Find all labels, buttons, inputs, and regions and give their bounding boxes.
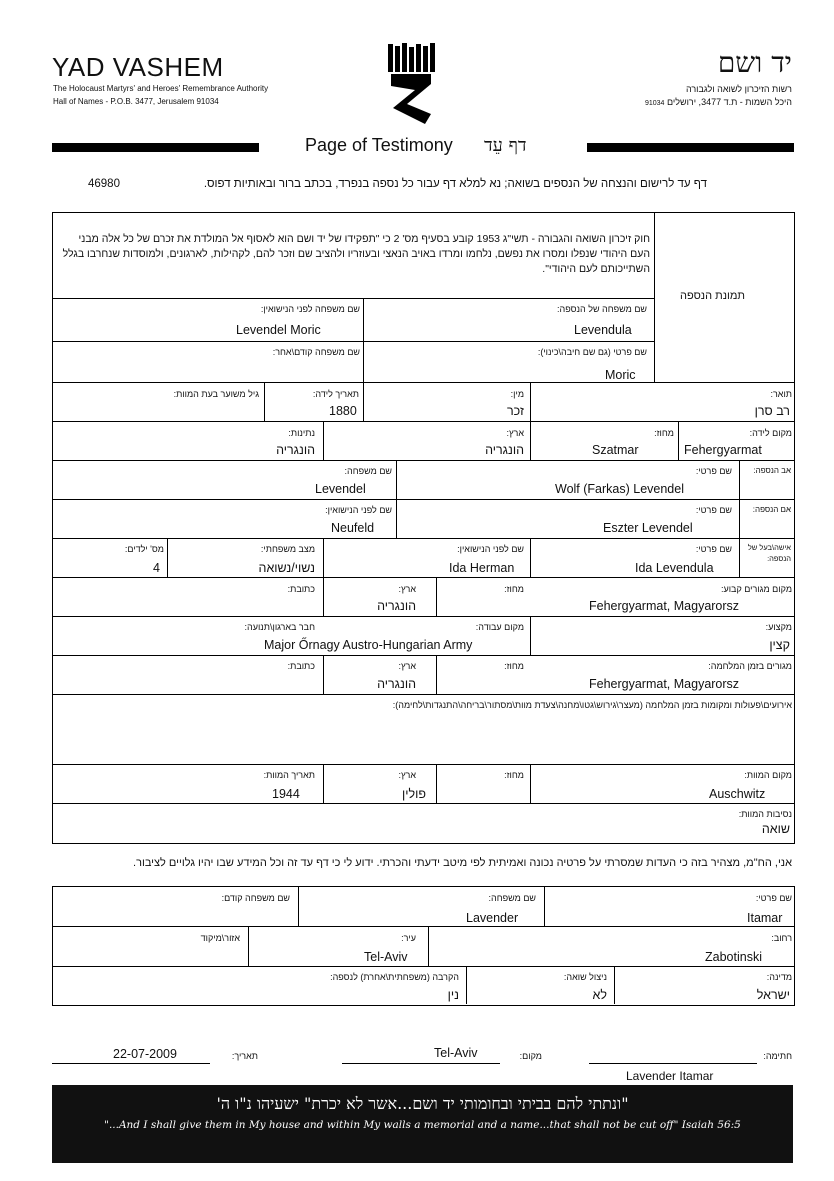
yad-vashem-logo	[385, 42, 437, 127]
org-zip-he: 91034	[644, 100, 665, 107]
victim-war-residence: Fehergyarmat, Magyarorsz	[589, 677, 740, 691]
label-subm-prev: שם משפחה קודם:	[221, 893, 290, 903]
victim-death-circ: שואה	[761, 822, 790, 836]
victim-residence: Fehergyarmat, Magyarorsz	[589, 599, 740, 613]
label-title: תואר:	[770, 389, 792, 399]
victim-gender: זכר	[506, 404, 524, 418]
declaration: אני, הח"מ, מצהיר בזה כי העדות שמסרתי על פרטיה נכונה ואמיתית לפי מיטב ידעתי והכרתי. ידוע לי כי דף עד זה וכל המידע שבו יהיו גלויים לציבור.	[133, 857, 792, 869]
org-subtitle-en: The Holocaust Martyrs' and Heroes' Remembrance Authority	[53, 84, 269, 93]
victim-profession: קצין	[769, 638, 790, 652]
victim-death-place: Auschwitz	[709, 787, 766, 801]
victim-birth-place: Fehergyarmat	[684, 443, 762, 457]
place-line	[342, 1063, 500, 1064]
label-events: אירועים\פעולות ומקומות בזמן המלחמה (מעצר\גירוש\גטו\מחנה\צעדת מוות\מסתור\בריחה\התנגדות\לחימה):	[392, 700, 792, 710]
form-number: 46980	[88, 178, 120, 190]
org-subtitle-he: רשות הזיכרון לשואה ולגבורה	[685, 84, 792, 94]
victim-maiden-name: Levendel Moric	[236, 323, 321, 337]
label-war-district: מחוז:	[504, 661, 524, 671]
label-death-district: מחוז:	[504, 770, 524, 780]
submitter-relation: נין	[447, 988, 459, 1002]
label-residence-country: ארץ:	[398, 584, 416, 594]
label-survivor: ניצול שואה:	[563, 972, 607, 982]
submission-date: 22-07-2009	[113, 1047, 177, 1061]
submitter-survivor: לא	[592, 988, 607, 1002]
label-death-country: ארץ:	[398, 770, 416, 780]
victim-death-date: 1944	[272, 787, 300, 801]
label-prev-family: שם משפחה קודם\אחר:	[272, 347, 360, 357]
victim-photo-label: תמונת הנספה	[680, 290, 745, 302]
footer-quote-he: "ונתתי להם בביתי ובחומותי יד ושם...אשר לא יכרת" ישעיהו נ"ו ה'	[216, 1094, 629, 1113]
title-bar-left	[52, 143, 259, 152]
victim-title: רב סרן	[754, 404, 790, 418]
victim-birth-country: הונגריה	[485, 443, 524, 457]
title-bar-right	[587, 143, 794, 152]
label-street: רחוב:	[771, 933, 792, 943]
signature-line	[589, 1063, 757, 1064]
label-death-date: תאריך המוות:	[263, 770, 315, 780]
label-war-address: כתובת:	[287, 661, 315, 671]
victim-nationality: הונגריה	[276, 443, 315, 457]
label-subm-family: שם משפחה:	[488, 893, 536, 903]
label-workplace: מקום עבודה:	[475, 622, 524, 632]
label-place: מקום:	[519, 1051, 542, 1061]
spouse-maiden-name: Ida Herman	[449, 561, 515, 575]
victim-first-name: Moric	[605, 368, 636, 382]
submitter-family-name: Lavender	[466, 911, 519, 925]
label-birth-date: תאריך לידה:	[312, 389, 359, 399]
org-address-he	[645, 97, 792, 107]
label-father-family: שם משפחה:	[344, 466, 392, 476]
date-line	[52, 1063, 210, 1064]
label-marital: מצב משפחתי:	[260, 544, 315, 554]
footer-banner	[52, 1085, 793, 1163]
submitter-state: ישראל	[756, 988, 790, 1002]
label-city: עיר:	[401, 933, 416, 943]
submitter-city: Tel-Aviv	[364, 950, 408, 964]
victim-org-member: Major Őrnagy Austro-Hungarian Army	[264, 638, 473, 652]
spouse-first-name: Ida Levendula	[635, 561, 714, 575]
victim-birth-district: Szatmar	[592, 443, 639, 457]
label-residence-district: מחוז:	[504, 584, 524, 594]
label-residence: מקום מגורים קבוע:	[720, 584, 792, 594]
label-war-country: ארץ:	[398, 661, 416, 671]
label-subm-first: שם פרטי:	[755, 893, 792, 903]
org-name-he: יד ושם	[717, 46, 792, 79]
label-spouse-first: שם פרטי:	[695, 544, 732, 554]
father-first-name: Wolf (Farkas) Levendel	[555, 482, 684, 496]
submitter-section	[52, 886, 795, 1006]
victim-residence-country: הונגריה	[377, 599, 416, 613]
victim-birth-date: 1880	[329, 404, 357, 418]
label-org-member: חבר בארגון\תנועה:	[244, 622, 315, 632]
org-address-he-text: היכל השמות - ת.ד 3477, ירושלים	[666, 97, 792, 107]
mother-maiden-name: Neufeld	[331, 521, 375, 535]
label-family-name: שם משפחה של הנספה:	[556, 304, 647, 314]
label-first-name: שם פרטי (גם שם חיבה\כינוי):	[537, 347, 647, 357]
org-address-en: Hall of Names - P.O.B. 3477, Jerusalem 91034	[53, 97, 219, 106]
victim-children: 4	[153, 561, 160, 575]
father-family-name: Levendel	[315, 482, 366, 496]
label-relation: הקרבה (משפחתית\אחרת) לנספה:	[330, 972, 459, 982]
label-age-at-death: גיל משוער בעת המוות:	[173, 389, 259, 399]
victim-family-name: Levendula	[574, 323, 632, 337]
instructions: דף עד לרישום והנצחה של הנספים בשואה; נא למלא דף עבור כל נספה בנפרד, בכתב ברור ובאותיות דפוס.	[203, 178, 707, 190]
submitter-street: Zabotinski	[705, 950, 762, 964]
label-zip: אזור\מיקוד	[200, 933, 240, 943]
label-war-residence: מגורים בזמן המלחמה:	[708, 661, 792, 671]
label-date: תאריך:	[231, 1051, 258, 1061]
label-profession: מקצוע:	[765, 622, 792, 632]
victim-death-country: פולין	[402, 787, 426, 801]
label-nationality: נתינות:	[288, 428, 315, 438]
label-father-first: שם פרטי:	[695, 466, 732, 476]
label-signature: חתימה:	[763, 1051, 792, 1061]
label-birth-country: ארץ:	[506, 428, 524, 438]
label-birth-district: מחוז:	[654, 428, 674, 438]
label-mother: אם הנספה:	[752, 505, 791, 514]
page-title-he: דף עֵד	[484, 135, 527, 156]
label-state: מדינה:	[766, 972, 792, 982]
label-children: מס' ילדים:	[124, 544, 164, 554]
footer-quote-en: "...And I shall give them in My house and within My walls a memorial and a name...that shall not be cut off" Isaiah 56:5	[104, 1119, 741, 1131]
label-mother-maiden: שם לפני הנישואין:	[325, 505, 392, 515]
mother-first-name: Eszter Levendel	[603, 521, 693, 535]
label-spouse-maiden: שם לפני הנישואין:	[457, 544, 524, 554]
submitter-first-name: Itamar	[747, 911, 783, 925]
label-father: אב הנספה:	[753, 466, 791, 475]
org-name-en: YAD VASHEM	[52, 52, 224, 82]
submitter-printed-name: Lavender Itamar	[626, 1069, 714, 1083]
label-gender: מין:	[510, 389, 524, 399]
law-text: חוק זיכרון השואה והגבורה - תשי"ג 1953 קובע בסעיף מס' 2 כי "תפקידו של יד ושם הוא לאסוף אל המולדת את זכרם של כל אלה מבני העם היהודי שנפלו ומסרו את נפשם, נלחמו ומרדו באויב הנאצי ובעוזריו ולהציב שם וזכר להם, לקהילות, לארגונים, ולמוסדות שנחרבו בגלל השתייכותם לעם היהודי".	[62, 233, 650, 275]
label-mother-first: שם פרטי:	[695, 505, 732, 515]
label-death-place: מקום המוות:	[744, 770, 792, 780]
label-residence-address: כתובת:	[287, 584, 315, 594]
label-maiden-name: שם משפחה לפני הנישואין:	[260, 304, 360, 314]
victim-marital: נשוי/נשואה	[258, 561, 315, 575]
victim-war-country: הונגריה	[377, 677, 416, 691]
page-title-en: Page of Testimony	[305, 135, 453, 155]
label-death-circ: נסיבות המוות:	[738, 809, 792, 819]
label-spouse: אישה\בעל של הנספה:	[747, 543, 791, 563]
submission-place: Tel-Aviv	[434, 1046, 478, 1060]
label-birth-place: מקום לידה:	[749, 428, 792, 438]
